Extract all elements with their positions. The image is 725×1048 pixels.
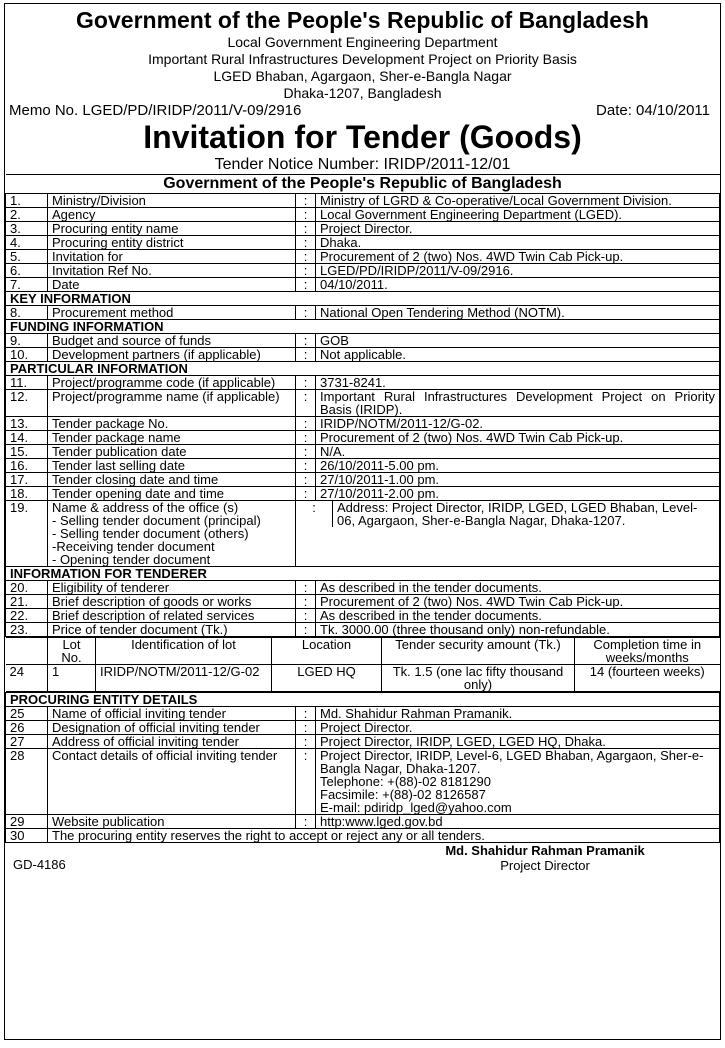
label-line: - Selling tender document (others)	[52, 526, 249, 541]
address-line-2: Dhaka-1207, Bangladesh	[283, 85, 442, 101]
table-row	[6, 721, 720, 735]
row-value: Procurement of 2 (two) Nos. 4WD Twin Cab Pick-up.	[316, 595, 720, 609]
colon: :	[296, 250, 316, 264]
table-row	[6, 815, 720, 829]
row-value: As described in the tender documents.	[316, 581, 720, 595]
row-label: Project/programme name (if applicable)	[48, 390, 296, 417]
row-value: 26/10/2011-5.00 pm.	[316, 459, 720, 473]
colon: :	[296, 815, 316, 829]
footer	[5, 843, 720, 881]
row-number: 17.	[6, 473, 48, 487]
contact-fax: Facsimile: +(88)-02 8126587	[320, 787, 486, 802]
row-number: 22.	[6, 609, 48, 623]
row-label: Ministry/Division	[48, 194, 296, 208]
row-number: 6.	[6, 264, 48, 278]
row-number: 26	[6, 721, 48, 735]
colon: :	[296, 306, 316, 320]
lot-security: Tk. 1.5 (one lac fifty thousand only)	[382, 665, 575, 692]
lot-header-row	[6, 638, 720, 665]
tender-notice	[4, 3, 721, 1040]
table-row	[6, 445, 720, 459]
row-value: Tk. 3000.00 (three thousand only) non-refundable.	[316, 623, 720, 637]
colon: :	[296, 581, 316, 595]
row-value: Dhaka.	[316, 236, 720, 250]
row-label: Procuring entity district	[48, 236, 296, 250]
row-number: 3.	[6, 222, 48, 236]
row-value: Project Director.	[316, 721, 720, 735]
colon: :	[296, 431, 316, 445]
colon: :	[296, 222, 316, 236]
row-value: GOB	[316, 334, 720, 348]
colon: :	[296, 390, 316, 417]
letterhead	[5, 4, 720, 102]
signatory-title: Project Director	[500, 858, 590, 873]
row-number: 30	[6, 829, 48, 843]
row-label: Name of official inviting tender	[48, 707, 296, 721]
row-value: Project Director, IRIDP, LGED, LGED HQ, Dhaka.	[316, 735, 720, 749]
section-key	[6, 292, 720, 306]
table-row	[6, 194, 720, 208]
colon: :	[296, 236, 316, 250]
lot-identification: IRIDP/NOTM/2011-12/G-02	[96, 665, 272, 692]
row-value: LGED/PD/IRIDP/2011/V-09/2916.	[316, 264, 720, 278]
table-row	[6, 595, 720, 609]
colon: :	[296, 721, 316, 735]
colon: :	[296, 445, 316, 459]
row-number: 25	[6, 707, 48, 721]
table-row	[6, 581, 720, 595]
row-number: 20.	[6, 581, 48, 595]
row-number: 5.	[6, 250, 48, 264]
lot-header: Lot No.	[48, 638, 96, 665]
row-label: Price of tender document (Tk.)	[48, 623, 296, 637]
row-value: N/A.	[316, 445, 720, 459]
contact-telephone: Telephone: +(88)-02 8181290	[320, 774, 491, 789]
row-label: Brief description of related services	[48, 609, 296, 623]
table-row	[6, 208, 720, 222]
section-tenderer	[6, 567, 720, 581]
row-number: 21.	[6, 595, 48, 609]
label-line: - Selling tender document (principal)	[52, 513, 261, 528]
label-line: -Receiving tender document	[52, 539, 215, 554]
colon: :	[296, 473, 316, 487]
row-label	[48, 501, 296, 567]
row-value: Procurement of 2 (two) Nos. 4WD Twin Cab Pick-up.	[316, 250, 720, 264]
table-row	[6, 735, 720, 749]
row-value: As described in the tender documents.	[316, 609, 720, 623]
row-number: 24	[6, 665, 48, 692]
table-row	[6, 609, 720, 623]
row-value: 27/10/2011-2.00 pm.	[316, 487, 720, 501]
row-label: Designation of official inviting tender	[48, 721, 296, 735]
project-name: Important Rural Infrastructures Development Project on Priority Basis	[148, 51, 577, 67]
row-value-cell	[296, 501, 720, 567]
row-label: Contact details of official inviting tender	[48, 749, 296, 815]
row-label: Eligibility of tenderer	[48, 581, 296, 595]
colon: :	[296, 417, 316, 431]
row-label: Website publication	[48, 815, 296, 829]
row-value: IRIDP/NOTM/2011-12/G-02.	[316, 417, 720, 431]
reservation-note: The procuring entity reserves the right to accept or reject any or all tenders.	[48, 829, 720, 843]
table-row	[6, 623, 720, 637]
table-row	[6, 264, 720, 278]
colon: :	[296, 595, 316, 609]
row-label: Budget and source of funds	[48, 334, 296, 348]
signatory-name: Md. Shahidur Rahman Pramanik	[445, 843, 645, 858]
completion-header: Completion time in weeks/months	[575, 638, 720, 665]
table-row	[6, 417, 720, 431]
row-number: 1.	[6, 194, 48, 208]
row-number: 23.	[6, 623, 48, 637]
colon: :	[296, 459, 316, 473]
table-row	[6, 236, 720, 250]
row-number: 16.	[6, 459, 48, 473]
row-label: Date	[48, 278, 296, 292]
row-value: 3731-8241.	[316, 376, 720, 390]
row-number: 19.	[6, 501, 48, 567]
procuring-rows	[6, 707, 720, 749]
row-number: 28	[6, 749, 48, 815]
signature-block	[425, 843, 665, 873]
table-title: Government of the People's Republic of Bangladesh	[6, 175, 720, 194]
lot-data-row	[6, 665, 720, 692]
row-value: 04/10/2011.	[316, 278, 720, 292]
colon: :	[296, 264, 316, 278]
row-label: Tender opening date and time	[48, 487, 296, 501]
lot-table	[6, 637, 720, 692]
ident-header: Identification of lot	[96, 638, 272, 665]
table-row	[6, 222, 720, 236]
row-number: 12.	[6, 390, 48, 417]
row-number: 8.	[6, 306, 48, 320]
colon: :	[296, 749, 316, 815]
location-header: Location	[272, 638, 382, 665]
row-number: 11.	[6, 376, 48, 390]
row-value: Procurement of 2 (two) Nos. 4WD Twin Cab Pick-up.	[316, 431, 720, 445]
row-number: 27	[6, 735, 48, 749]
security-header: Tender security amount (Tk.)	[382, 638, 575, 665]
row-label: Project/programme code (if applicable)	[48, 376, 296, 390]
row-label: Tender closing date and time	[48, 473, 296, 487]
row-number: 7.	[6, 278, 48, 292]
row-label: Brief description of goods or works	[48, 595, 296, 609]
table-row	[6, 390, 720, 417]
table-row	[6, 707, 720, 721]
colon: :	[296, 735, 316, 749]
table-row	[6, 306, 720, 320]
row-value: National Open Tendering Method (NOTM).	[316, 306, 720, 320]
table-row	[6, 348, 720, 362]
government-title: Government of the People's Republic of Bangladesh	[76, 7, 649, 33]
row-label: Tender package name	[48, 431, 296, 445]
section-procuring	[6, 693, 720, 707]
page-title: Invitation for Tender (Goods)	[143, 119, 582, 155]
address-line-1: LGED Bhaban, Agargaon, Sher-e-Bangla Nagar	[213, 68, 512, 84]
row-label: Procurement method	[48, 306, 296, 320]
tender-table	[5, 174, 720, 843]
row-label: Procuring entity name	[48, 222, 296, 236]
lot-table-row	[6, 637, 720, 693]
particular-rows	[6, 376, 720, 501]
row-label: Tender last selling date	[48, 459, 296, 473]
table-row	[6, 459, 720, 473]
table-row	[6, 278, 720, 292]
table-row	[6, 749, 720, 815]
table-row	[6, 376, 720, 390]
row-value: Not applicable.	[316, 348, 720, 362]
row-number: 10.	[6, 348, 48, 362]
row-label: Development partners (if applicable)	[48, 348, 296, 362]
row-number: 9.	[6, 334, 48, 348]
colon: :	[296, 376, 316, 390]
table-row	[6, 829, 720, 843]
row-number: 14.	[6, 431, 48, 445]
row-value: Address: Project Director, IRIDP, LGED, LGED Bhaban, Level-06, Agargaon, Sher-e-Bangla Nagar, Dhaka-1207.	[337, 500, 698, 528]
row-value: 27/10/2011-1.00 pm.	[316, 473, 720, 487]
row-number: 29	[6, 815, 48, 829]
tender-notice-number: Tender Notice Number: IRIDP/2011-12/01	[214, 156, 511, 173]
colon: :	[296, 501, 333, 527]
section-particular	[6, 362, 720, 376]
section-heading: PARTICULAR INFORMATION	[6, 362, 720, 376]
colon: :	[296, 623, 316, 637]
colon: :	[296, 609, 316, 623]
colon: :	[296, 194, 316, 208]
row-number: 13.	[6, 417, 48, 431]
row-number: 4.	[6, 236, 48, 250]
table-title-row	[6, 175, 720, 194]
department-name: Local Government Engineering Department	[227, 34, 498, 50]
contact-email: E-mail: pdiridp_lged@yahoo.com	[320, 800, 512, 815]
funding-rows	[6, 334, 720, 362]
lot-completion: 14 (fourteen weeks)	[575, 665, 720, 692]
key-rows	[6, 306, 720, 320]
table-row	[6, 487, 720, 501]
row-value: Important Rural Infrastructures Development Project on Priority Basis (IRIDP).	[316, 390, 720, 417]
row-label: Invitation Ref No.	[48, 264, 296, 278]
table-row	[6, 473, 720, 487]
memo-number: Memo No. LGED/PD/IRIDP/2011/V-09/2916	[9, 102, 302, 119]
section-heading: KEY INFORMATION	[6, 292, 720, 306]
contact-details	[316, 749, 720, 815]
row-label: Invitation for	[48, 250, 296, 264]
tenderer-rows	[6, 581, 720, 637]
label-line: - Opening tender document	[52, 552, 211, 567]
table-row	[6, 431, 720, 445]
blank-cell	[6, 638, 48, 665]
row-value: Project Director.	[316, 222, 720, 236]
table-row	[6, 501, 720, 567]
contact-address: Project Director, IRIDP, Level-6, LGED Bhaban, Agargaon, Sher-e-Bangla Nagar, Dhaka-1207.	[320, 748, 704, 776]
lot-table-cell	[6, 637, 720, 693]
row-label: Tender package No.	[48, 417, 296, 431]
memo-row	[5, 102, 720, 119]
row-number: 15.	[6, 445, 48, 459]
row-value: Local Government Engineering Department (LGED).	[316, 208, 720, 222]
colon: :	[296, 487, 316, 501]
table-row	[6, 250, 720, 264]
section-funding	[6, 320, 720, 334]
row-number: 18.	[6, 487, 48, 501]
colon: :	[296, 334, 316, 348]
section-heading: INFORMATION FOR TENDERER	[6, 567, 720, 581]
colon: :	[296, 707, 316, 721]
gd-number: GD-4186	[13, 857, 66, 872]
label-line: Name & address of the office (s)	[52, 500, 239, 515]
table-row	[6, 334, 720, 348]
general-rows	[6, 194, 720, 292]
lot-location: LGED HQ	[272, 665, 382, 692]
colon: :	[296, 278, 316, 292]
row-number: 2.	[6, 208, 48, 222]
section-heading: FUNDING INFORMATION	[6, 320, 720, 334]
row-value: Md. Shahidur Rahman Pramanik.	[316, 707, 720, 721]
lot-number: 1	[48, 665, 96, 692]
website-link[interactable]: http:www.lged.gov.bd	[316, 815, 720, 829]
colon: :	[296, 208, 316, 222]
memo-date: Date: 04/10/2011	[596, 102, 710, 119]
row-value: Ministry of LGRD & Co-operative/Local Government Division.	[316, 194, 720, 208]
section-heading: PROCURING ENTITY DETAILS	[6, 693, 720, 707]
row-label: Tender publication date	[48, 445, 296, 459]
colon: :	[296, 348, 316, 362]
row-label: Agency	[48, 208, 296, 222]
row-label: Address of official inviting tender	[48, 735, 296, 749]
